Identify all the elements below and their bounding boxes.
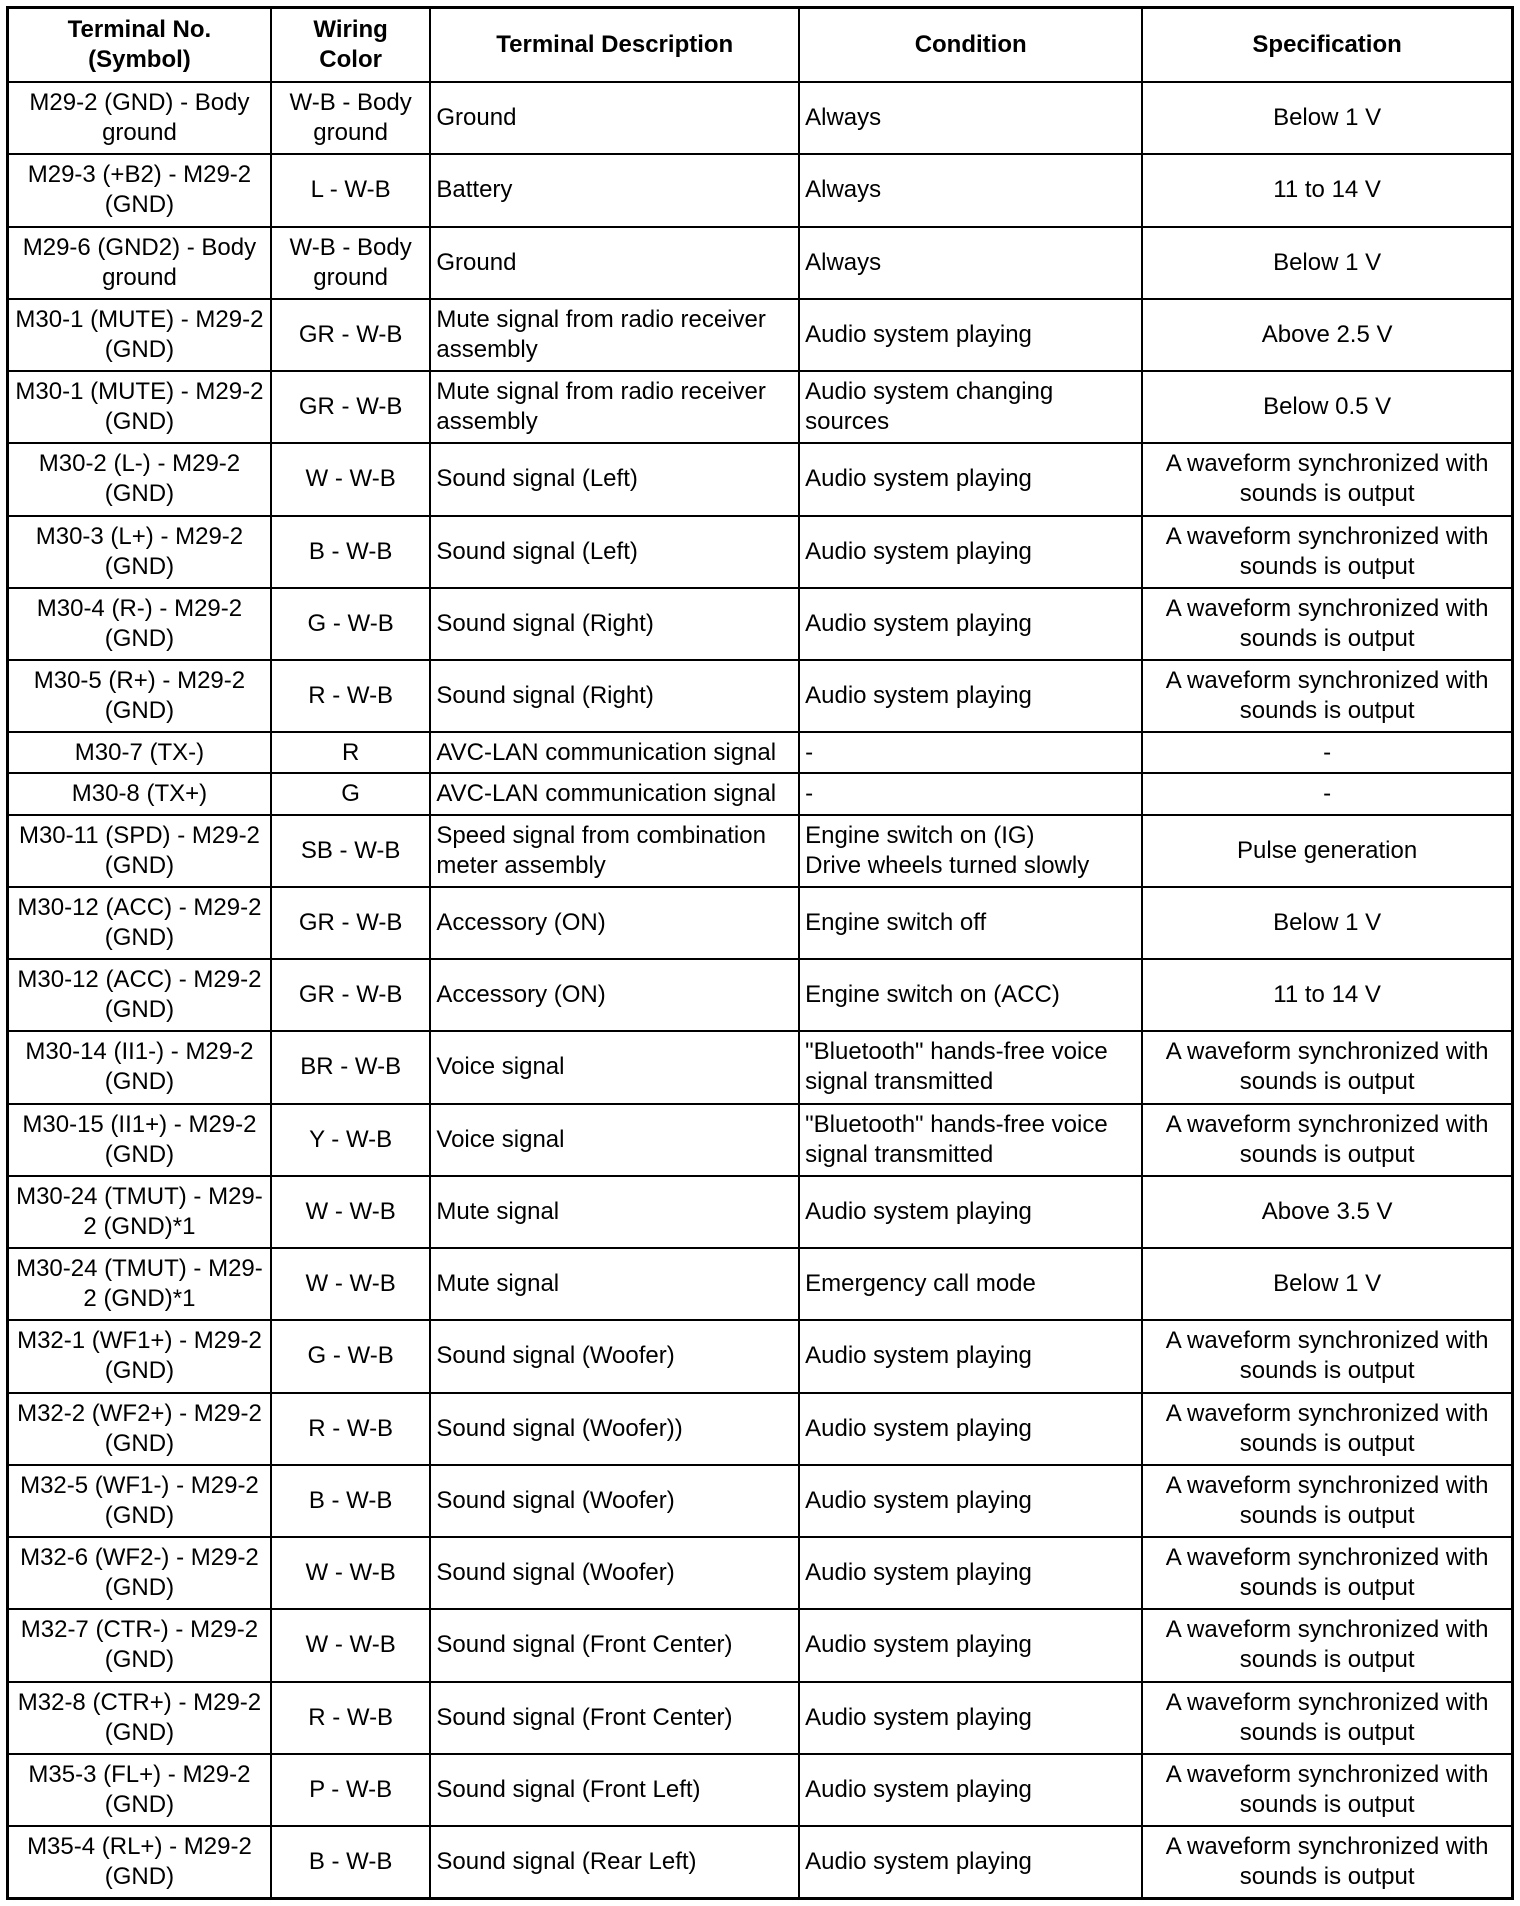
description-cell: Battery <box>430 154 799 226</box>
wiring-color-cell: W-B - Body ground <box>271 82 431 154</box>
terminal-cell: M32-6 (WF2-) - M29-2 (GND) <box>8 1537 271 1609</box>
terminal-cell: M30-11 (SPD) - M29-2 (GND) <box>8 815 271 887</box>
condition-cell: Audio system playing <box>799 1537 1142 1609</box>
specification-cell: Below 1 V <box>1142 227 1512 299</box>
specification-cell: A waveform synchronized with sounds is output <box>1142 443 1512 515</box>
header-terminal-description: Terminal Description <box>430 8 799 83</box>
description-cell: Mute signal from radio receiver assembly <box>430 299 799 371</box>
description-cell: Sound signal (Front Left) <box>430 1754 799 1826</box>
wiring-color-cell: W - W-B <box>271 1537 431 1609</box>
wiring-color-cell: W - W-B <box>271 1176 431 1248</box>
terminal-cell: M30-2 (L-) - M29-2 (GND) <box>8 443 271 515</box>
table-row <box>8 773 1513 814</box>
specification-cell: A waveform synchronized with sounds is output <box>1142 1826 1512 1898</box>
condition-cell: Engine switch on (IG) Drive wheels turned slowly <box>799 815 1142 887</box>
table-row <box>8 1537 1513 1609</box>
description-cell: Sound signal (Front Center) <box>430 1609 799 1681</box>
table-row <box>8 588 1513 660</box>
condition-cell: Audio system playing <box>799 1609 1142 1681</box>
terminal-spec-table-container <box>6 6 1514 1900</box>
description-cell: Accessory (ON) <box>430 959 799 1031</box>
specification-cell: A waveform synchronized with sounds is output <box>1142 1104 1512 1176</box>
wiring-color-cell: L - W-B <box>271 154 431 226</box>
wiring-color-cell: W-B - Body ground <box>271 227 431 299</box>
wiring-color-cell: B - W-B <box>271 516 431 588</box>
condition-cell: Emergency call mode <box>799 1248 1142 1320</box>
table-row <box>8 815 1513 887</box>
header-terminal-no: Terminal No. (Symbol) <box>8 8 271 83</box>
specification-cell: A waveform synchronized with sounds is output <box>1142 1609 1512 1681</box>
terminal-cell: M32-1 (WF1+) - M29-2 (GND) <box>8 1320 271 1392</box>
specification-cell: Above 2.5 V <box>1142 299 1512 371</box>
condition-cell: Audio system playing <box>799 1754 1142 1826</box>
table-row <box>8 227 1513 299</box>
description-cell: Speed signal from combination meter assembly <box>430 815 799 887</box>
terminal-cell: M30-12 (ACC) - M29-2 (GND) <box>8 887 271 959</box>
condition-cell: Audio system playing <box>799 443 1142 515</box>
table-row <box>8 154 1513 226</box>
table-row <box>8 1754 1513 1826</box>
table-row <box>8 1176 1513 1248</box>
specification-cell: 11 to 14 V <box>1142 154 1512 226</box>
description-cell: Sound signal (Rear Left) <box>430 1826 799 1898</box>
table-row <box>8 516 1513 588</box>
description-cell: Voice signal <box>430 1104 799 1176</box>
wiring-color-cell: GR - W-B <box>271 887 431 959</box>
table-row <box>8 1393 1513 1465</box>
wiring-color-cell: G - W-B <box>271 588 431 660</box>
specification-cell: A waveform synchronized with sounds is output <box>1142 1754 1512 1826</box>
table-row <box>8 82 1513 154</box>
terminal-cell: M30-24 (TMUT) - M29-2 (GND)*1 <box>8 1248 271 1320</box>
specification-cell: A waveform synchronized with sounds is output <box>1142 1465 1512 1537</box>
terminal-cell: M35-3 (FL+) - M29-2 (GND) <box>8 1754 271 1826</box>
description-cell: Accessory (ON) <box>430 887 799 959</box>
description-cell: Voice signal <box>430 1031 799 1103</box>
specification-cell: A waveform synchronized with sounds is output <box>1142 1393 1512 1465</box>
terminal-cell: M32-8 (CTR+) - M29-2 (GND) <box>8 1682 271 1754</box>
condition-cell: Always <box>799 82 1142 154</box>
condition-cell: Audio system playing <box>799 1682 1142 1754</box>
table-row <box>8 1320 1513 1392</box>
specification-cell: A waveform synchronized with sounds is output <box>1142 1682 1512 1754</box>
specification-cell: - <box>1142 732 1512 773</box>
table-body <box>8 82 1513 1899</box>
condition-cell: - <box>799 773 1142 814</box>
terminal-cell: M30-5 (R+) - M29-2 (GND) <box>8 660 271 732</box>
table-row <box>8 959 1513 1031</box>
wiring-color-cell: GR - W-B <box>271 299 431 371</box>
terminal-spec-table <box>6 6 1514 1900</box>
terminal-cell: M29-2 (GND) - Body ground <box>8 82 271 154</box>
specification-cell: A waveform synchronized with sounds is output <box>1142 1031 1512 1103</box>
wiring-color-cell: G - W-B <box>271 1320 431 1392</box>
wiring-color-cell: W - W-B <box>271 1248 431 1320</box>
condition-cell: Audio system playing <box>799 588 1142 660</box>
terminal-cell: M29-3 (+B2) - M29-2 (GND) <box>8 154 271 226</box>
condition-cell: Audio system playing <box>799 660 1142 732</box>
terminal-cell: M30-7 (TX-) <box>8 732 271 773</box>
specification-cell: Above 3.5 V <box>1142 1176 1512 1248</box>
wiring-color-cell: Y - W-B <box>271 1104 431 1176</box>
description-cell: Mute signal <box>430 1248 799 1320</box>
terminal-cell: M29-6 (GND2) - Body ground <box>8 227 271 299</box>
wiring-color-cell: B - W-B <box>271 1826 431 1898</box>
terminal-cell: M30-15 (II1+) - M29-2 (GND) <box>8 1104 271 1176</box>
condition-cell: Audio system playing <box>799 1393 1142 1465</box>
condition-cell: Engine switch off <box>799 887 1142 959</box>
terminal-cell: M30-3 (L+) - M29-2 (GND) <box>8 516 271 588</box>
table-row <box>8 1031 1513 1103</box>
terminal-cell: M32-2 (WF2+) - M29-2 (GND) <box>8 1393 271 1465</box>
wiring-color-cell: R <box>271 732 431 773</box>
specification-cell: Pulse generation <box>1142 815 1512 887</box>
wiring-color-cell: G <box>271 773 431 814</box>
condition-cell: Audio system playing <box>799 1826 1142 1898</box>
description-cell: Sound signal (Woofer)) <box>430 1393 799 1465</box>
wiring-color-cell: BR - W-B <box>271 1031 431 1103</box>
specification-cell: A waveform synchronized with sounds is output <box>1142 516 1512 588</box>
condition-cell: Audio system playing <box>799 1320 1142 1392</box>
wiring-color-cell: SB - W-B <box>271 815 431 887</box>
header-condition: Condition <box>799 8 1142 83</box>
description-cell: Ground <box>430 227 799 299</box>
specification-cell: A waveform synchronized with sounds is output <box>1142 1320 1512 1392</box>
specification-cell: Below 1 V <box>1142 1248 1512 1320</box>
description-cell: Sound signal (Front Center) <box>430 1682 799 1754</box>
condition-cell: Always <box>799 154 1142 226</box>
header-wiring-color: Wiring Color <box>271 8 431 83</box>
wiring-color-cell: W - W-B <box>271 1609 431 1681</box>
specification-cell: A waveform synchronized with sounds is output <box>1142 660 1512 732</box>
terminal-cell: M30-14 (II1-) - M29-2 (GND) <box>8 1031 271 1103</box>
terminal-cell: M30-24 (TMUT) - M29-2 (GND)*1 <box>8 1176 271 1248</box>
condition-cell: - <box>799 732 1142 773</box>
table-row <box>8 1609 1513 1681</box>
terminal-cell: M30-12 (ACC) - M29-2 (GND) <box>8 959 271 1031</box>
condition-cell: Audio system changing sources <box>799 371 1142 443</box>
table-row <box>8 887 1513 959</box>
table-row <box>8 1104 1513 1176</box>
description-cell: Ground <box>430 82 799 154</box>
specification-cell: Below 0.5 V <box>1142 371 1512 443</box>
table-row <box>8 299 1513 371</box>
wiring-color-cell: R - W-B <box>271 1393 431 1465</box>
table-row <box>8 1248 1513 1320</box>
table-row <box>8 660 1513 732</box>
terminal-cell: M30-1 (MUTE) - M29-2 (GND) <box>8 299 271 371</box>
table-row <box>8 732 1513 773</box>
condition-cell: Audio system playing <box>799 1176 1142 1248</box>
terminal-cell: M32-5 (WF1-) - M29-2 (GND) <box>8 1465 271 1537</box>
description-cell: Mute signal <box>430 1176 799 1248</box>
terminal-cell: M35-4 (RL+) - M29-2 (GND) <box>8 1826 271 1898</box>
wiring-color-cell: B - W-B <box>271 1465 431 1537</box>
description-cell: Sound signal (Right) <box>430 588 799 660</box>
table-row <box>8 371 1513 443</box>
description-cell: Sound signal (Left) <box>430 443 799 515</box>
condition-cell: Audio system playing <box>799 1465 1142 1537</box>
condition-cell: Engine switch on (ACC) <box>799 959 1142 1031</box>
specification-cell: A waveform synchronized with sounds is output <box>1142 1537 1512 1609</box>
description-cell: Sound signal (Right) <box>430 660 799 732</box>
table-row <box>8 1682 1513 1754</box>
terminal-cell: M30-1 (MUTE) - M29-2 (GND) <box>8 371 271 443</box>
wiring-color-cell: R - W-B <box>271 660 431 732</box>
wiring-color-cell: P - W-B <box>271 1754 431 1826</box>
condition-cell: Audio system playing <box>799 516 1142 588</box>
terminal-cell: M32-7 (CTR-) - M29-2 (GND) <box>8 1609 271 1681</box>
wiring-color-cell: W - W-B <box>271 443 431 515</box>
specification-cell: - <box>1142 773 1512 814</box>
terminal-cell: M30-8 (TX+) <box>8 773 271 814</box>
wiring-color-cell: R - W-B <box>271 1682 431 1754</box>
condition-cell: Audio system playing <box>799 299 1142 371</box>
terminal-cell: M30-4 (R-) - M29-2 (GND) <box>8 588 271 660</box>
header-specification: Specification <box>1142 8 1512 83</box>
table-header <box>8 8 1513 83</box>
description-cell: AVC-LAN communication signal <box>430 773 799 814</box>
description-cell: AVC-LAN communication signal <box>430 732 799 773</box>
table-row <box>8 1465 1513 1537</box>
wiring-color-cell: GR - W-B <box>271 371 431 443</box>
table-row <box>8 1826 1513 1898</box>
table-row <box>8 443 1513 515</box>
specification-cell: Below 1 V <box>1142 82 1512 154</box>
wiring-color-cell: GR - W-B <box>271 959 431 1031</box>
description-cell: Sound signal (Woofer) <box>430 1320 799 1392</box>
description-cell: Sound signal (Woofer) <box>430 1537 799 1609</box>
description-cell: Mute signal from radio receiver assembly <box>430 371 799 443</box>
specification-cell: 11 to 14 V <box>1142 959 1512 1031</box>
header-row <box>8 8 1513 83</box>
specification-cell: A waveform synchronized with sounds is output <box>1142 588 1512 660</box>
condition-cell: Always <box>799 227 1142 299</box>
specification-cell: Below 1 V <box>1142 887 1512 959</box>
description-cell: Sound signal (Left) <box>430 516 799 588</box>
condition-cell: "Bluetooth" hands-free voice signal transmitted <box>799 1031 1142 1103</box>
description-cell: Sound signal (Woofer) <box>430 1465 799 1537</box>
condition-cell: "Bluetooth" hands-free voice signal transmitted <box>799 1104 1142 1176</box>
